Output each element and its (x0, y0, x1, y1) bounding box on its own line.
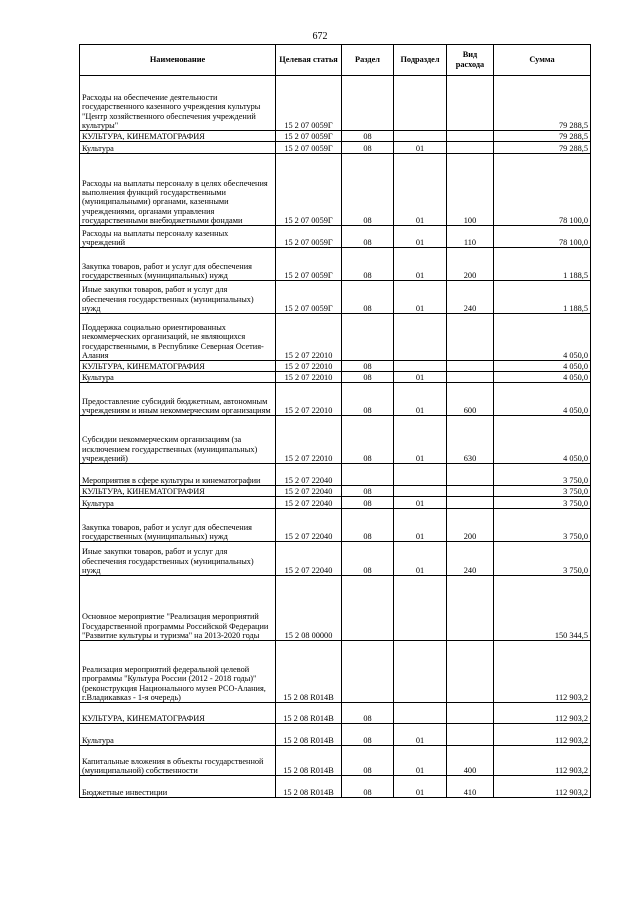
table-row (80, 724, 591, 746)
row-name: Культура (80, 142, 276, 154)
row-kind (447, 314, 494, 361)
header-code: Целевая статья (276, 45, 342, 76)
row-section: 08 (342, 776, 394, 798)
row-code: 15 2 08 R014B (276, 746, 342, 776)
row-subsection (394, 76, 447, 131)
table-row (80, 281, 591, 314)
budget-table (79, 44, 591, 798)
row-sum: 3 750,0 (494, 464, 591, 486)
row-sum: 79 288,5 (494, 142, 591, 154)
table-row (80, 416, 591, 464)
row-name: Расходы на выплаты персоналу казенных учреждений (80, 226, 276, 248)
row-sum: 4 050,0 (494, 383, 591, 416)
row-name: Культура (80, 497, 276, 509)
row-sum: 112 903,2 (494, 724, 591, 746)
row-sum: 4 050,0 (494, 416, 591, 464)
row-kind (447, 464, 494, 486)
row-sum: 112 903,2 (494, 703, 591, 724)
row-code: 15 2 07 22040 (276, 509, 342, 542)
row-sum: 79 288,5 (494, 131, 591, 142)
row-kind: 600 (447, 383, 494, 416)
row-section: 08 (342, 154, 394, 226)
row-kind: 240 (447, 542, 494, 576)
row-subsection (394, 486, 447, 497)
row-subsection (394, 703, 447, 724)
row-kind: 110 (447, 226, 494, 248)
table-row (80, 464, 591, 486)
row-section: 08 (342, 281, 394, 314)
table-row (80, 314, 591, 361)
row-subsection: 01 (394, 542, 447, 576)
row-subsection (394, 361, 447, 372)
row-sum: 79 288,5 (494, 76, 591, 131)
row-code: 15 2 07 0059Г (276, 76, 342, 131)
row-sum: 4 050,0 (494, 372, 591, 383)
row-name: Мероприятия в сфере культуры и кинематографии (80, 464, 276, 486)
row-kind (447, 486, 494, 497)
row-kind (447, 131, 494, 142)
page-number: 672 (312, 31, 328, 42)
row-sum: 4 050,0 (494, 361, 591, 372)
row-code: 15 2 07 0059Г (276, 154, 342, 226)
row-sum: 78 100,0 (494, 154, 591, 226)
row-subsection: 01 (394, 248, 447, 281)
row-name: КУЛЬТУРА, КИНЕМАТОГРАФИЯ (80, 703, 276, 724)
table-row (80, 509, 591, 542)
row-sum: 3 750,0 (494, 497, 591, 509)
row-section: 08 (342, 746, 394, 776)
table-row (80, 372, 591, 383)
row-section: 08 (342, 248, 394, 281)
row-kind (447, 576, 494, 641)
row-code: 15 2 07 22010 (276, 383, 342, 416)
row-kind (447, 703, 494, 724)
row-subsection (394, 576, 447, 641)
row-code: 15 2 07 22040 (276, 542, 342, 576)
row-code: 15 2 07 22010 (276, 361, 342, 372)
row-kind (447, 142, 494, 154)
row-section: 08 (342, 226, 394, 248)
row-section (342, 464, 394, 486)
table-row (80, 703, 591, 724)
row-kind: 630 (447, 416, 494, 464)
row-section (342, 314, 394, 361)
row-section (342, 641, 394, 703)
table-row (80, 248, 591, 281)
row-section: 08 (342, 383, 394, 416)
header-name: Наименование (80, 45, 276, 76)
table-row (80, 142, 591, 154)
row-kind (447, 361, 494, 372)
table-row (80, 486, 591, 497)
row-code: 15 2 07 22010 (276, 314, 342, 361)
row-name: Поддержка социально ориентированных некоммерческих организаций, не являющихся государственными, в Республике Северная Осетия-Алания (80, 314, 276, 361)
table-row (80, 154, 591, 226)
row-subsection: 01 (394, 509, 447, 542)
row-code: 15 2 07 0059Г (276, 248, 342, 281)
row-section (342, 576, 394, 641)
row-code: 15 2 08 R014B (276, 776, 342, 798)
row-subsection: 01 (394, 154, 447, 226)
row-kind (447, 641, 494, 703)
row-kind (447, 76, 494, 131)
row-subsection: 01 (394, 497, 447, 509)
row-section (342, 76, 394, 131)
row-subsection: 01 (394, 372, 447, 383)
row-name: КУЛЬТУРА, КИНЕМАТОГРАФИЯ (80, 361, 276, 372)
row-name: Реализация мероприятий федеральной целевой программы "Культура России (2012 - 2018 годы)" (реконструкция Национального музея РСО-Алания, г.Владикавказ - 1-я очередь) (80, 641, 276, 703)
row-name: Культура (80, 724, 276, 746)
row-code: 15 2 07 22010 (276, 416, 342, 464)
header-subsection: Подраздел (394, 45, 447, 76)
table-row (80, 383, 591, 416)
table-row (80, 746, 591, 776)
row-name: Расходы на выплаты персоналу в целях обеспечения выполнения функций государственными (муниципальными) органами, казенными учреждениями, органами управления государственными внебюджетными фондами (80, 154, 276, 226)
table-row (80, 361, 591, 372)
row-sum: 3 750,0 (494, 509, 591, 542)
row-code: 15 2 07 22040 (276, 497, 342, 509)
table-row (80, 776, 591, 798)
row-name: Бюджетные инвестиции (80, 776, 276, 798)
header-section: Раздел (342, 45, 394, 76)
row-code: 15 2 08 R014B (276, 724, 342, 746)
row-subsection: 01 (394, 142, 447, 154)
row-section: 08 (342, 486, 394, 497)
row-name: КУЛЬТУРА, КИНЕМАТОГРАФИЯ (80, 131, 276, 142)
row-sum: 3 750,0 (494, 486, 591, 497)
row-code: 15 2 08 00000 (276, 576, 342, 641)
row-section: 08 (342, 497, 394, 509)
row-kind (447, 372, 494, 383)
row-sum: 112 903,2 (494, 641, 591, 703)
row-sum: 1 188,5 (494, 248, 591, 281)
row-sum: 112 903,2 (494, 776, 591, 798)
table-row (80, 76, 591, 131)
row-code: 15 2 08 R014B (276, 641, 342, 703)
row-section: 08 (342, 142, 394, 154)
row-code: 15 2 07 0059Г (276, 142, 342, 154)
row-section: 08 (342, 131, 394, 142)
row-subsection: 01 (394, 724, 447, 746)
row-name: Субсидии некоммерческим организациям (за исключением государственных (муниципальных) учреждений) (80, 416, 276, 464)
header-kind: Вид расхода (447, 45, 494, 76)
row-subsection: 01 (394, 281, 447, 314)
row-name: Расходы на обеспечение деятельности государственного казенного учреждения культуры "Центр хозяйственного обеспечения учреждений культуры" (80, 76, 276, 131)
table-row (80, 641, 591, 703)
row-subsection: 01 (394, 776, 447, 798)
row-kind: 400 (447, 746, 494, 776)
row-code: 15 2 08 R014B (276, 703, 342, 724)
row-section: 08 (342, 372, 394, 383)
row-section: 08 (342, 703, 394, 724)
row-sum: 112 903,2 (494, 746, 591, 776)
row-name: Предоставление субсидий бюджетным, автономным учреждениям и иным некоммерческим организациям (80, 383, 276, 416)
table-row (80, 131, 591, 142)
row-section: 08 (342, 509, 394, 542)
row-name: Иные закупки товаров, работ и услуг для обеспечения государственных (муниципальных) нужд (80, 542, 276, 576)
row-section: 08 (342, 416, 394, 464)
row-section: 08 (342, 724, 394, 746)
table-row (80, 576, 591, 641)
row-code: 15 2 07 0059Г (276, 281, 342, 314)
row-sum: 78 100,0 (494, 226, 591, 248)
row-kind (447, 724, 494, 746)
row-name: Иные закупки товаров, работ и услуг для обеспечения государственных (муниципальных) нужд (80, 281, 276, 314)
row-name: Закупка товаров, работ и услуг для обеспечения государственных (муниципальных) нужд (80, 509, 276, 542)
table-row (80, 497, 591, 509)
row-name: Культура (80, 372, 276, 383)
row-subsection (394, 314, 447, 361)
row-sum: 1 188,5 (494, 281, 591, 314)
row-name: Закупка товаров, работ и услуг для обеспечения государственных (муниципальных) нужд (80, 248, 276, 281)
row-code: 15 2 07 0059Г (276, 226, 342, 248)
row-code: 15 2 07 22040 (276, 464, 342, 486)
row-section: 08 (342, 542, 394, 576)
table-header-row (80, 45, 591, 76)
row-sum: 150 344,5 (494, 576, 591, 641)
row-subsection: 01 (394, 226, 447, 248)
table-row (80, 226, 591, 248)
row-name: Капитальные вложения в объекты государственной (муниципальной) собственности (80, 746, 276, 776)
row-sum: 3 750,0 (494, 542, 591, 576)
header-sum: Сумма (494, 45, 591, 76)
row-subsection (394, 464, 447, 486)
row-code: 15 2 07 0059Г (276, 131, 342, 142)
row-subsection (394, 131, 447, 142)
row-sum: 4 050,0 (494, 314, 591, 361)
row-name: Основное мероприятие "Реализация мероприятий Государственной программы Российской Федерации "Развитие культуры и туризма" на 2013-2020 годы (80, 576, 276, 641)
row-code: 15 2 07 22040 (276, 486, 342, 497)
row-subsection: 01 (394, 746, 447, 776)
row-kind: 410 (447, 776, 494, 798)
row-kind: 100 (447, 154, 494, 226)
row-kind: 200 (447, 509, 494, 542)
row-kind (447, 497, 494, 509)
row-kind: 240 (447, 281, 494, 314)
row-section: 08 (342, 361, 394, 372)
row-subsection (394, 641, 447, 703)
row-name: КУЛЬТУРА, КИНЕМАТОГРАФИЯ (80, 486, 276, 497)
row-subsection: 01 (394, 383, 447, 416)
table-body (80, 76, 591, 798)
table-row (80, 542, 591, 576)
row-code: 15 2 07 22010 (276, 372, 342, 383)
row-kind: 200 (447, 248, 494, 281)
row-subsection: 01 (394, 416, 447, 464)
